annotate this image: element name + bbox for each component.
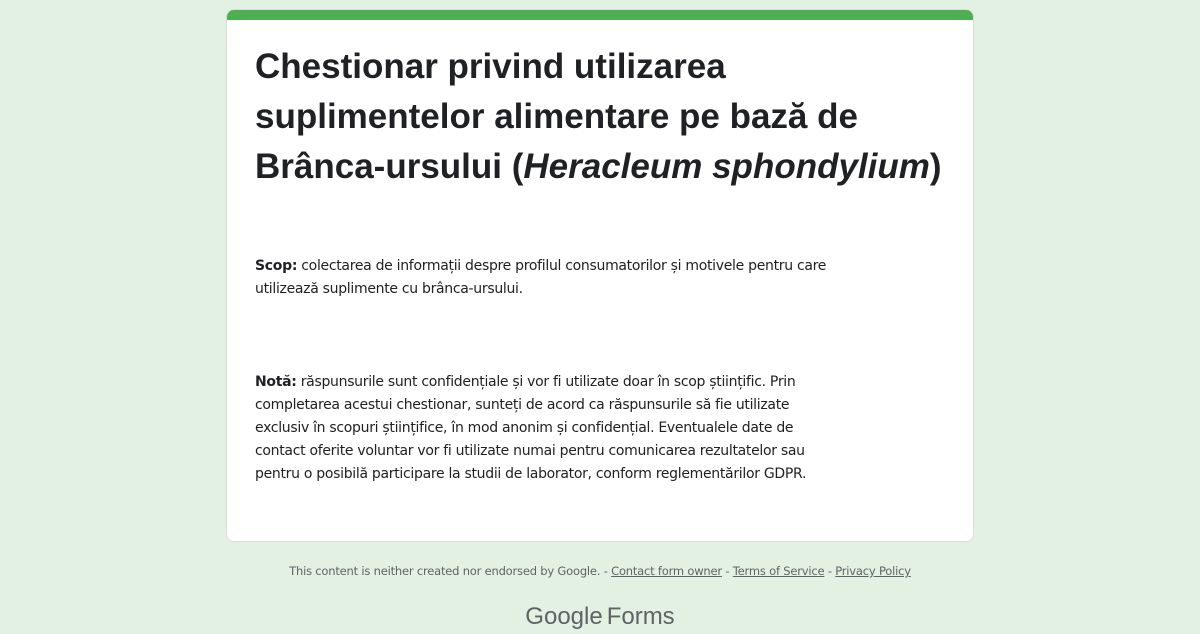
note-text: răspunsurile sunt confidențiale și vor fi utilizate doar în scop științific. Prin completarea acestui chestionar, sunteți de acord ca răspunsurile să fie utilizate exclusiv în scopuri științifice, în mod anonim și confidențial. Eventualele date de contact oferite voluntar vor fi utilizate numai pentru comunicarea rezultatelor sau pentru o posibilă participare la studii de laborator, conform reglementărilor GDPR.: [255, 374, 807, 482]
contact-form-owner-link[interactable]: Contact form owner: [611, 564, 722, 578]
card-accent-bar: [227, 10, 973, 20]
form-title-close: ): [929, 147, 942, 186]
form-title-text: Chestionar privind utilizarea suplimentelor alimentare pe bază de Brânca-ursului (: [255, 47, 858, 186]
footer-separator: -: [824, 564, 836, 578]
form-title-species: Heracleum sphondylium: [523, 147, 930, 186]
purpose-text: colectarea de informații despre profilul consumatorilor și motivele pentru care utilizează suplimente cu brânca-ursului.: [255, 258, 827, 297]
privacy-policy-link[interactable]: Privacy Policy: [835, 564, 911, 578]
footer-separator: -: [721, 564, 733, 578]
form-description-note: [255, 371, 835, 486]
purpose-label: Scop:: [255, 258, 298, 274]
disclaimer-text: This content is neither created nor endorsed by Google. -: [289, 564, 612, 578]
brand-google: Google: [525, 603, 603, 630]
note-label: Notă:: [255, 374, 297, 390]
form-header-card: [226, 9, 974, 542]
google-forms-logo[interactable]: [0, 600, 1200, 634]
footer-disclaimer: [0, 561, 1200, 581]
form-description-purpose: [255, 255, 835, 301]
terms-of-service-link[interactable]: Terms of Service: [732, 564, 825, 578]
form-title: [255, 42, 955, 192]
brand-forms: Forms: [606, 603, 675, 630]
